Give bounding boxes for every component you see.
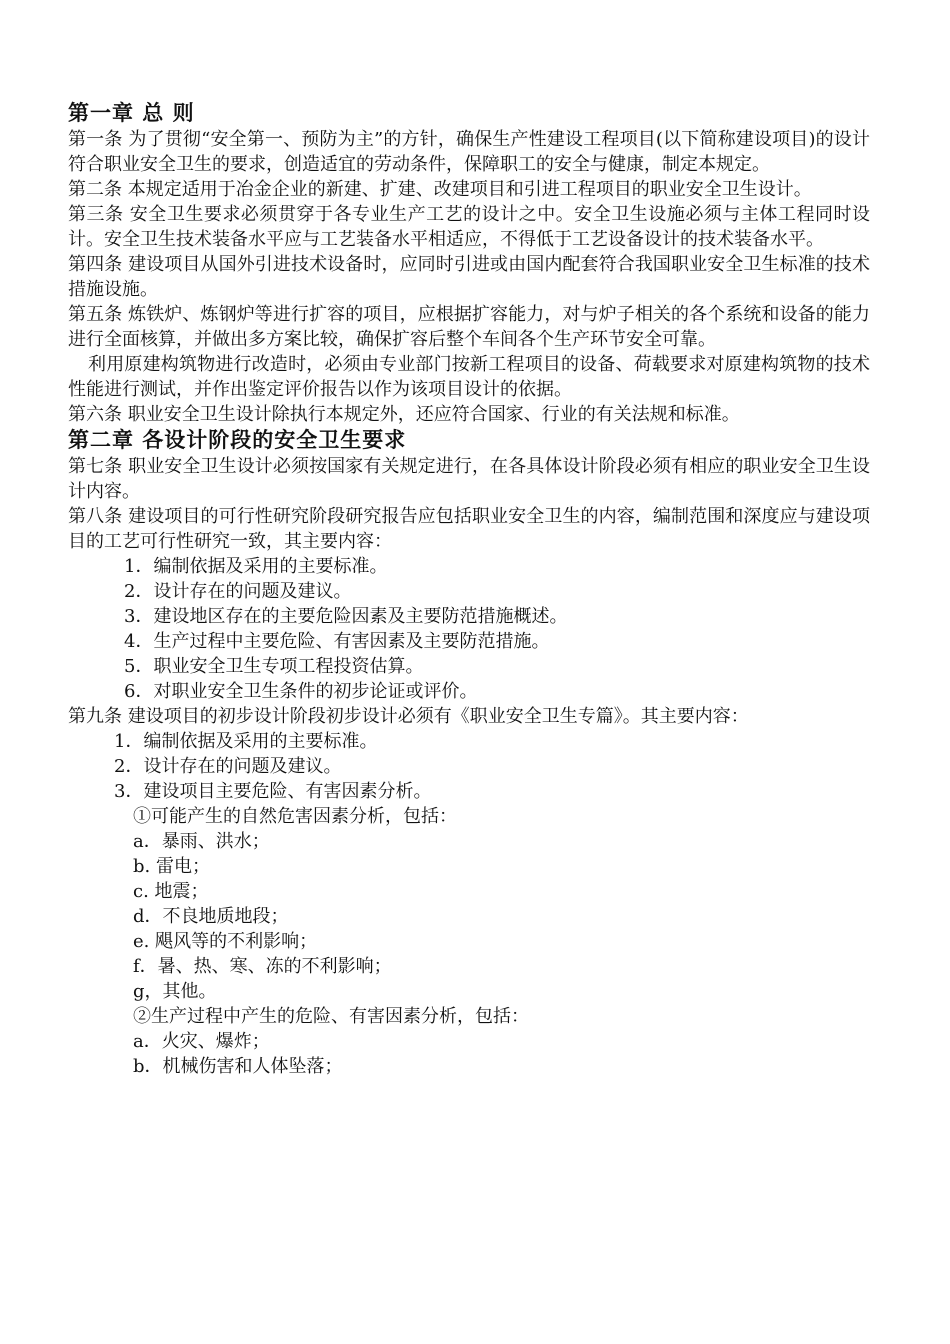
article-8-item: 3．建设地区存在的主要危险因素及主要防范措施概述。 — [124, 606, 568, 627]
article-6: 第六条 职业安全卫生设计除执行本规定外，还应符合国家、行业的有关法规和标准。 — [68, 404, 740, 425]
article-1: 第一条 为了贯彻“安全第一、预防为主”的方针，确保生产性建设工程项目(以下简称建设项目)的设计符合职业安全卫生的要求，创造适宜的劳动条件，保障职工的安全与健康，制定本规定。 — [68, 129, 870, 175]
article-9-item: 1．编制依据及采用的主要标准。 — [114, 731, 378, 752]
article-8-item: 2．设计存在的问题及建议。 — [124, 581, 352, 602]
natural-hazard-item: g，其他。 — [133, 981, 217, 1002]
natural-hazard-item: b. 雷电； — [133, 856, 210, 877]
article-8-item: 5．职业安全卫生专项工程投资估算。 — [124, 656, 424, 677]
process-hazards-title: ②生产过程中产生的危险、有害因素分析，包括： — [133, 1006, 529, 1027]
article-8: 第八条 建设项目的可行性研究阶段研究报告应包括职业安全卫生的内容，编制范围和深度应与建设项目的工艺可行性研究一致，其主要内容： — [68, 506, 870, 552]
article-4: 第四条 建设项目从国外引进技术设备时，应同时引进或由国内配套符合我国职业安全卫生标准的技术措施设施。 — [68, 254, 870, 300]
chapter-1-title: 第一章 总 则 — [68, 101, 195, 125]
article-2: 第二条 本规定适用于冶金企业的新建、扩建、改建项目和引进工程项目的职业安全卫生设计。 — [68, 179, 812, 200]
article-9-item: 2．设计存在的问题及建议。 — [114, 756, 342, 777]
natural-hazard-item: d．不良地质地段； — [133, 906, 289, 927]
natural-hazard-item: c. 地震； — [133, 881, 209, 902]
chapter-2-title: 第二章 各设计阶段的安全卫生要求 — [68, 428, 407, 452]
article-8-item: 6．对职业安全卫生条件的初步论证或评价。 — [124, 681, 478, 702]
article-8-item: 4．生产过程中主要危险、有害因素及主要防范措施。 — [124, 631, 550, 652]
natural-hazard-item: f．暑、热、寒、冻的不利影响； — [133, 956, 392, 977]
process-hazard-item: a．火灾、爆炸； — [133, 1031, 270, 1052]
article-5: 第五条 炼铁炉、炼钢炉等进行扩容的项目，应根据扩容能力，对与炉子相关的各个系统和设备的能力进行全面核算，并做出多方案比较，确保扩容后整个车间各个生产环节安全可靠。 — [68, 304, 870, 350]
process-hazard-item: b．机械伤害和人体坠落； — [133, 1056, 343, 1077]
natural-hazards-title: ①可能产生的自然危害因素分析，包括： — [133, 806, 457, 827]
article-8-item: 1．编制依据及采用的主要标准。 — [124, 556, 388, 577]
article-9-item: 3．建设项目主要危险、有害因素分析。 — [114, 781, 432, 802]
article-5-continuation: 利用原建构筑物进行改造时，必须由专业部门按新工程项目的设备、荷载要求对原建构筑物的技术性能进行测试，并作出鉴定评价报告以作为该项目设计的依据。 — [68, 354, 870, 400]
natural-hazard-item: a．暴雨、洪水； — [133, 831, 270, 852]
article-3: 第三条 安全卫生要求必须贯穿于各专业生产工艺的设计之中。安全卫生设施必须与主体工程同时设计。安全卫生技术装备水平应与工艺装备水平相适应，不得低于工艺设备设计的技术装备水平。 — [68, 204, 870, 250]
natural-hazard-item: e. 飓风等的不利影响； — [133, 931, 318, 952]
article-9: 第九条 建设项目的初步设计阶段初步设计必须有《职业安全卫生专篇》。其主要内容： — [68, 706, 749, 727]
article-7: 第七条 职业安全卫生设计必须按国家有关规定进行，在各具体设计阶段必须有相应的职业安全卫生设计内容。 — [68, 456, 870, 502]
